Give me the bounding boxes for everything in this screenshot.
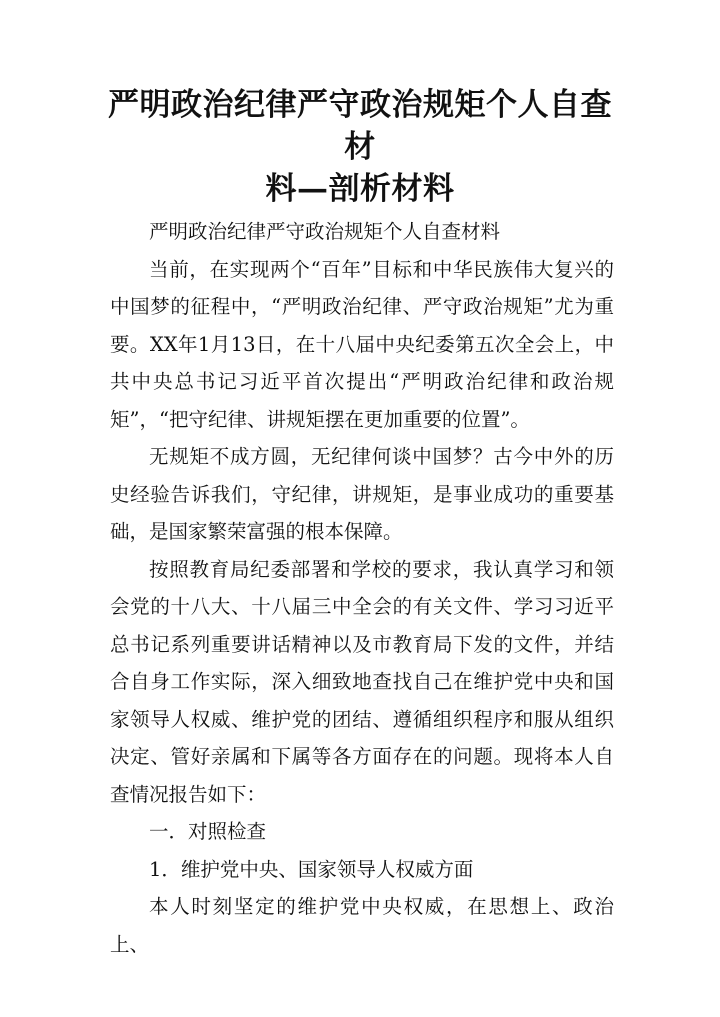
item-heading-1: 1．维护党中央、国家领导人权威方面 bbox=[149, 857, 474, 881]
paragraph-2: 无规矩不成方圆，无纪律何谈中国梦？古今中外的历史经验告诉我们，守纪律，讲规矩，是事业成功的重要基础，是国家繁荣富强的根本保障。 bbox=[110, 445, 614, 543]
section-heading-1: 一．对照检查 bbox=[149, 820, 267, 843]
document-body bbox=[110, 213, 614, 963]
title-line-1: 严明政治纪律严守政治规矩个人自查材 bbox=[108, 87, 612, 165]
paragraph-3: 按照教育局纪委部署和学校的要求，我认真学习和领会党的十八大、十八届三中全会的有关文件、学习习近平总书记系列重要讲话精神以及市教育局下发的文件，并结合自身工作实际，深入细致地查找自己在维护党中央和国家领导人权威、维护党的团结、遵循组织程序和服从组织决定、管好亲属和下属等各方面存在的问题。现将本人自查情况报告如下： bbox=[110, 557, 614, 806]
document-title bbox=[100, 84, 620, 210]
title-line-2: 料—剖析材料 bbox=[265, 171, 455, 207]
paragraph-4: 本人时刻坚定的维护党中央权威，在思想上、政治上、 bbox=[110, 895, 614, 956]
paragraph-1: 当前，在实现两个“百年”目标和中华民族伟大复兴的中国梦的征程中，“严明政治纪律、严守政治规矩”尤为重要。XX年1月13日，在十八届中央纪委第五次全会上，中共中央总书记习近平首次提出“严明政治纪律和政治规矩”，“把守纪律、讲规矩摆在更加重要的位置”。 bbox=[110, 257, 614, 431]
subtitle: 严明政治纪律严守政治规矩个人自查材料 bbox=[149, 220, 501, 243]
